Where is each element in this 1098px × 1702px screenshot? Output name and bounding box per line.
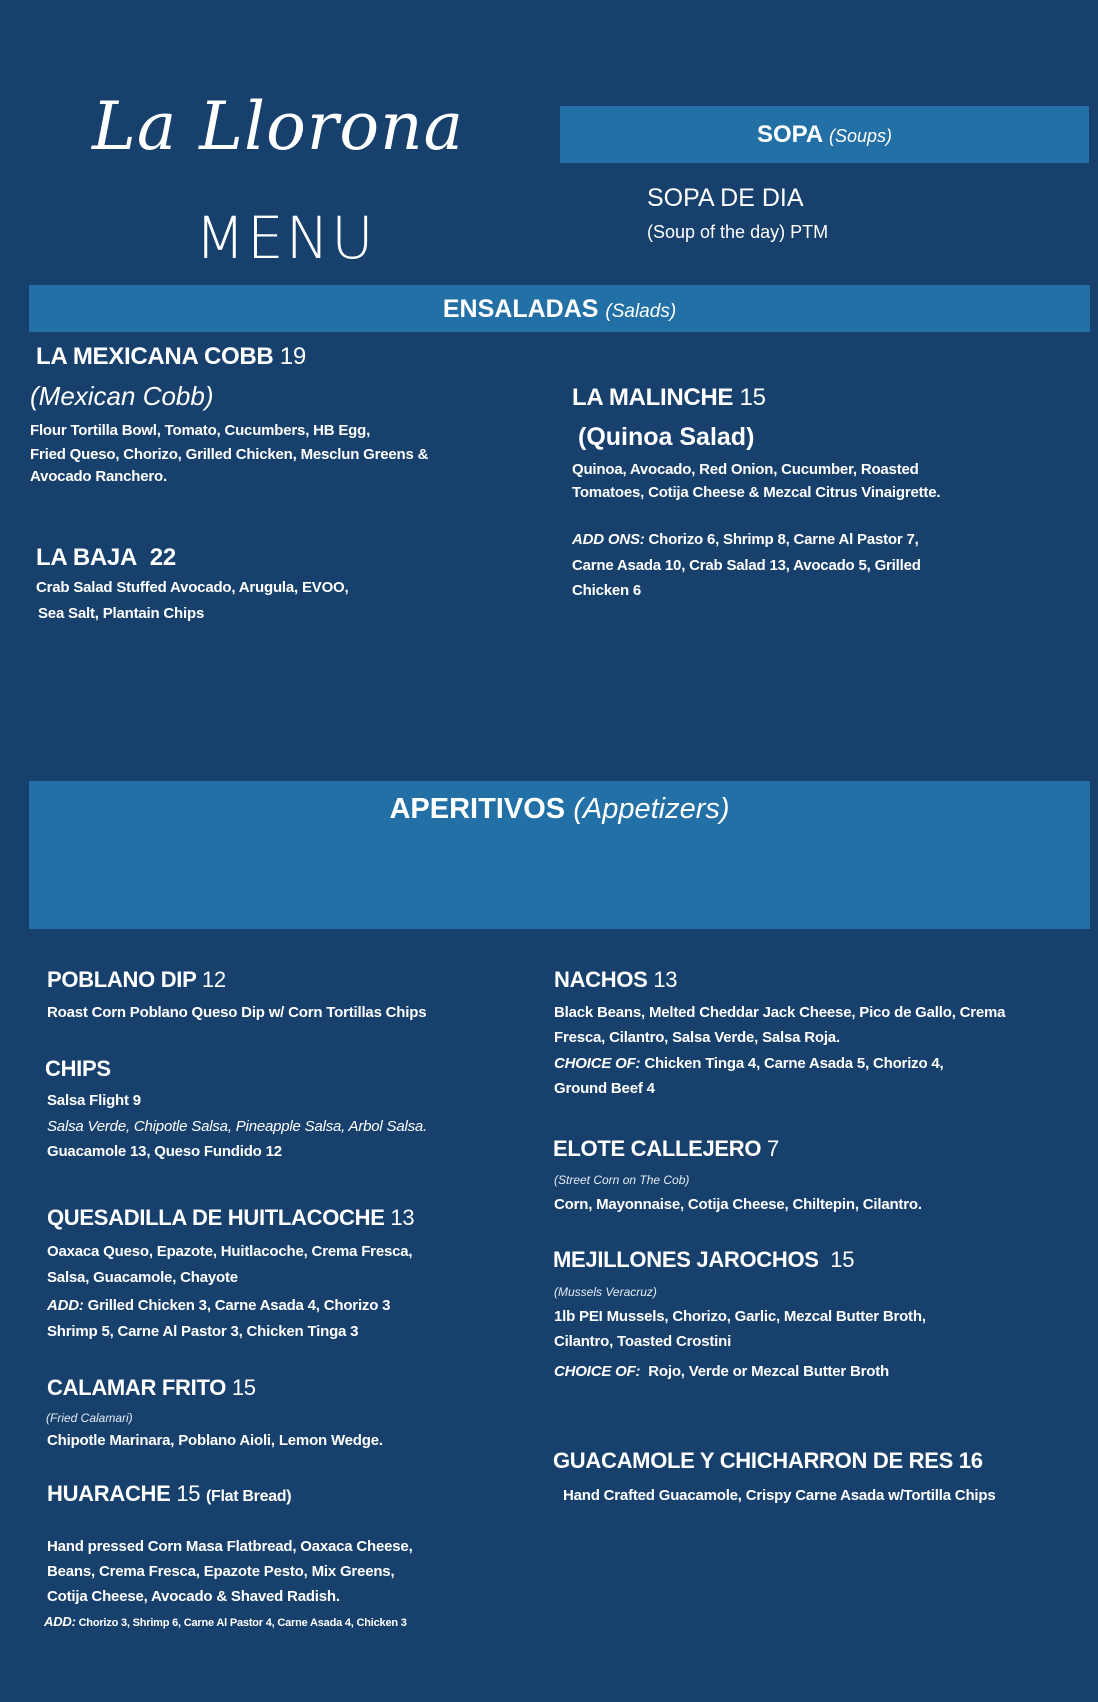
nachos-choice: Ground Beef 4	[554, 1080, 655, 1097]
mejillones-choice	[554, 1362, 889, 1382]
menu-item-chips: CHIPS	[45, 1056, 111, 1081]
item-price: 19	[279, 343, 306, 370]
menu-item-calamar	[47, 1374, 256, 1402]
item-name: ELOTE CALLEJERO	[553, 1136, 762, 1161]
item-desc: Tomatoes, Cotija Cheese & Mezcal Citrus Vinaigrette.	[572, 484, 941, 501]
add-text: Grilled Chicken 3, Carne Asada 4, Chorizo 3	[87, 1297, 391, 1314]
item-desc: Corn, Mayonnaise, Cotija Cheese, Chiltepin, Cilantro.	[554, 1196, 922, 1213]
sopa-heading	[560, 121, 1089, 149]
ensaladas-heading	[29, 295, 1090, 324]
item-english: (Flat Bread)	[206, 1488, 292, 1505]
item-desc: Fried Queso, Chorizo, Grilled Chicken, Mesclun Greens &	[30, 446, 429, 463]
item-price: 13	[653, 967, 678, 992]
aperitivos-heading-es: APERITIVOS	[389, 793, 566, 825]
item-desc: Quinoa, Avocado, Red Onion, Cucumber, Roasted	[572, 461, 919, 478]
menu-item-malinche	[572, 384, 766, 412]
addons-label: ADD ONS:	[572, 531, 645, 548]
sopa-de-dia-desc: (Soup of the day) PTM	[647, 222, 829, 242]
addons-line: Chicken 6	[572, 582, 642, 599]
huarache-add	[44, 1614, 407, 1631]
salsa-flight: Salsa Flight 9	[47, 1092, 141, 1109]
item-desc: Avocado Ranchero.	[30, 468, 167, 485]
item-name: HUARACHE	[47, 1481, 171, 1506]
calamar-english: (Fried Calamari)	[46, 1411, 133, 1425]
item-desc: Black Beans, Melted Cheddar Jack Cheese, Pico de Gallo, Crema	[554, 1004, 1006, 1021]
restaurant-logo-title: La Llorona	[92, 88, 464, 165]
sopa-heading-es: SOPA	[756, 121, 823, 148]
ensaladas-heading-es: ENSALADAS	[442, 295, 599, 323]
menu-item-mejillones	[553, 1246, 854, 1274]
add-label: ADD:	[47, 1297, 84, 1314]
item-name: CALAMAR FRITO	[47, 1375, 227, 1400]
salsa-list: Salsa Verde, Chipotle Salsa, Pineapple Salsa, Arbol Salsa.	[47, 1118, 428, 1135]
menu-heading: MENU	[195, 204, 376, 272]
add-text: Chorizo 3, Shrimp 6, Carne Al Pastor 4, Carne Asada 4, Chicken 3	[78, 1617, 407, 1629]
item-price: 15	[830, 1247, 855, 1272]
aperitivos-heading	[29, 793, 1090, 826]
item-price: 12	[201, 967, 226, 992]
item-price: 7	[767, 1136, 779, 1161]
malinche-english: (Quinoa Salad)	[578, 423, 755, 451]
item-price: 13	[390, 1205, 415, 1230]
menu-item-guacamole-chicharron	[553, 1447, 983, 1475]
aperitivos-heading-en: (Appetizers)	[573, 793, 730, 825]
sopa-band	[560, 106, 1089, 163]
item-desc: Crab Salad Stuffed Avocado, Arugula, EVOO,	[36, 579, 349, 596]
item-desc: 1lb PEI Mussels, Chorizo, Garlic, Mezcal Butter Broth,	[554, 1308, 926, 1325]
item-desc: Sea Salt, Plantain Chips	[38, 605, 205, 622]
menu-item-cobb	[36, 343, 306, 371]
ensaladas-heading-en: (Salads)	[605, 301, 677, 322]
addons-line	[572, 530, 919, 550]
item-desc: Oaxaca Queso, Epazote, Huitlacoche, Crema Fresca,	[47, 1243, 413, 1260]
item-desc: Flour Tortilla Bowl, Tomato, Cucumbers, HB Egg,	[30, 422, 371, 439]
menu-item-elote	[553, 1135, 779, 1163]
addons-line: Carne Asada 10, Crab Salad 13, Avocado 5, Grilled	[572, 557, 921, 574]
choice-label: CHOICE OF:	[554, 1055, 641, 1072]
aperitivos-band	[29, 781, 1090, 929]
menu-item-quesadilla	[47, 1204, 414, 1232]
cobb-english: (Mexican Cobb)	[30, 381, 214, 411]
menu-item-nachos	[554, 966, 677, 994]
item-desc: Chipotle Marinara, Poblano Aioli, Lemon Wedge.	[47, 1432, 383, 1449]
item-price: 16	[958, 1448, 983, 1473]
elote-english: (Street Corn on The Cob)	[554, 1173, 690, 1187]
item-price: 22	[149, 544, 176, 571]
item-name: MEJILLONES JAROCHOS	[553, 1247, 819, 1272]
item-name: LA MEXICANA COBB	[36, 343, 274, 370]
ensaladas-band	[29, 285, 1090, 332]
item-desc: Cilantro, Toasted Crostini	[554, 1333, 732, 1350]
item-name: QUESADILLA DE HUITLACOCHE	[47, 1205, 385, 1230]
mejillones-english: (Mussels Veracruz)	[554, 1285, 657, 1299]
item-desc: Fresca, Cilantro, Salsa Verde, Salsa Roja.	[554, 1029, 840, 1046]
add-label: ADD:	[44, 1614, 76, 1629]
item-desc: Hand pressed Corn Masa Flatbread, Oaxaca Cheese,	[47, 1538, 413, 1555]
item-name: LA MALINCHE	[572, 384, 734, 411]
item-price: 15	[739, 384, 766, 411]
sopa-heading-en: (Soups)	[828, 126, 893, 146]
nachos-choice	[554, 1054, 944, 1074]
menu-item-baja	[36, 544, 176, 572]
quesadilla-add	[47, 1296, 390, 1316]
item-desc: Beans, Crema Fresca, Epazote Pesto, Mix Greens,	[47, 1563, 395, 1580]
item-price: 15	[176, 1481, 201, 1506]
item-desc: Salsa, Guacamole, Chayote	[47, 1269, 238, 1286]
menu-item-huarache	[47, 1480, 291, 1511]
item-name: NACHOS	[554, 967, 648, 992]
sopa-de-dia-name: SOPA DE DIA	[647, 184, 804, 212]
choice-label: CHOICE OF:	[554, 1363, 641, 1380]
menu-item-poblano-dip	[47, 966, 226, 994]
choice-text: Chicken Tinga 4, Carne Asada 5, Chorizo 4,	[644, 1055, 944, 1072]
item-price: 15	[231, 1375, 256, 1400]
item-desc: Hand Crafted Guacamole, Crispy Carne Asada w/Tortilla Chips	[563, 1487, 996, 1504]
item-desc: Roast Corn Poblano Queso Dip w/ Corn Tortillas Chips	[47, 1004, 427, 1021]
item-desc: Cotija Cheese, Avocado & Shaved Radish.	[47, 1588, 340, 1605]
item-name: LA BAJA	[36, 544, 138, 571]
item-name: GUACAMOLE Y CHICHARRON DE RES	[553, 1448, 953, 1473]
chips-extras: Guacamole 13, Queso Fundido 12	[47, 1143, 282, 1160]
choice-text: Rojo, Verde or Mezcal Butter Broth	[648, 1363, 890, 1380]
item-name: POBLANO DIP	[47, 967, 197, 992]
quesadilla-add: Shrimp 5, Carne Al Pastor 3, Chicken Tinga 3	[47, 1323, 359, 1340]
addons-text: Chorizo 6, Shrimp 8, Carne Al Pastor 7,	[648, 531, 919, 548]
